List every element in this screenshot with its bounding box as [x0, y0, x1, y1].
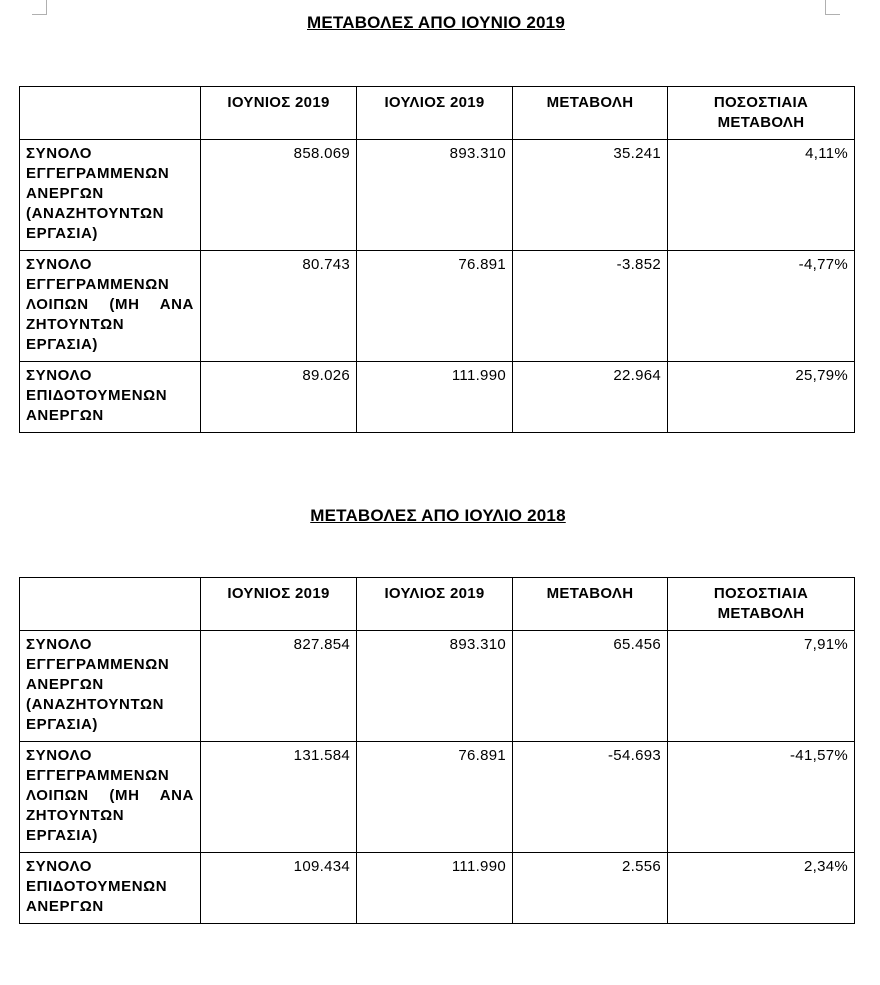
value-percent: -4,77%: [668, 251, 855, 362]
changes-table-july-2018: [19, 577, 855, 924]
value-july: 76.891: [357, 251, 513, 362]
table-header-row: [20, 87, 855, 140]
header-percent-change: ΠΟΣΟΣΤΙΑΙΑ ΜΕΤΑΒΟΛΗ: [668, 578, 855, 631]
value-percent: 7,91%: [668, 631, 855, 742]
header-change: ΜΕΤΑΒΟΛΗ: [513, 578, 668, 631]
value-july: 893.310: [357, 631, 513, 742]
value-change: -3.852: [513, 251, 668, 362]
row-label: ΣΥΝΟΛΟ ΕΠΙΔΟΤΟΥΜΕΝΩΝ ΑΝΕΡΓΩΝ: [20, 362, 201, 433]
row-label: ΣΥΝΟΛΟ ΕΓΓΕΓΡΑΜΜΕΝΩΝ ΛΟΙΠΩΝ (ΜΗ ΑΝΑ ΖΗΤΟΥΝΤΩΝ ΕΡΓΑΣΙΑ): [20, 251, 201, 362]
section-title-june-2019: ΜΕΤΑΒΟΛΕΣ ΑΠΟ ΙΟΥΝΙΟ 2019: [307, 13, 565, 32]
header-empty: [20, 578, 201, 631]
changes-table-june-2019: [19, 86, 855, 433]
value-june: 858.069: [201, 140, 357, 251]
value-change: -54.693: [513, 742, 668, 853]
value-june: 131.584: [201, 742, 357, 853]
header-empty: [20, 87, 201, 140]
value-july: 111.990: [357, 853, 513, 924]
value-july: 893.310: [357, 140, 513, 251]
value-change: 22.964: [513, 362, 668, 433]
row-label: ΣΥΝΟΛΟ ΕΓΓΕΓΡΑΜΜΕΝΩΝ ΑΝΕΡΓΩΝ (ΑΝΑΖΗΤΟΥΝΤΩΝ ΕΡΓΑΣΙΑ): [20, 140, 201, 251]
table-row: [20, 251, 855, 362]
table-row: [20, 742, 855, 853]
header-june-2019: ΙΟΥΝΙΟΣ 2019: [201, 578, 357, 631]
value-percent: 25,79%: [668, 362, 855, 433]
value-june: 827.854: [201, 631, 357, 742]
row-label: ΣΥΝΟΛΟ ΕΓΓΕΓΡΑΜΜΕΝΩΝ ΛΟΙΠΩΝ (ΜΗ ΑΝΑ ΖΗΤΟΥΝΤΩΝ ΕΡΓΑΣΙΑ): [20, 742, 201, 853]
value-percent: -41,57%: [668, 742, 855, 853]
value-change: 2.556: [513, 853, 668, 924]
header-july-2019: ΙΟΥΛΙΟΣ 2019: [357, 578, 513, 631]
row-label: ΣΥΝΟΛΟ ΕΓΓΕΓΡΑΜΜΕΝΩΝ ΑΝΕΡΓΩΝ (ΑΝΑΖΗΤΟΥΝΤΩΝ ΕΡΓΑΣΙΑ): [20, 631, 201, 742]
value-change: 65.456: [513, 631, 668, 742]
value-june: 89.026: [201, 362, 357, 433]
header-percent-change: ΠΟΣΟΣΤΙΑΙΑ ΜΕΤΑΒΟΛΗ: [668, 87, 855, 140]
value-change: 35.241: [513, 140, 668, 251]
table-row: [20, 362, 855, 433]
value-percent: 2,34%: [668, 853, 855, 924]
header-june-2019: ΙΟΥΝΙΟΣ 2019: [201, 87, 357, 140]
value-july: 76.891: [357, 742, 513, 853]
header-july-2019: ΙΟΥΛΙΟΣ 2019: [357, 87, 513, 140]
value-july: 111.990: [357, 362, 513, 433]
table-header-row: [20, 578, 855, 631]
table-row: [20, 853, 855, 924]
section-title-july-2018: ΜΕΤΑΒΟΛΕΣ ΑΠΟ ΙΟΥΛΙΟ 2018: [310, 506, 566, 525]
table-row: [20, 140, 855, 251]
value-june: 109.434: [201, 853, 357, 924]
row-label: ΣΥΝΟΛΟ ΕΠΙΔΟΤΟΥΜΕΝΩΝ ΑΝΕΡΓΩΝ: [20, 853, 201, 924]
value-percent: 4,11%: [668, 140, 855, 251]
table-row: [20, 631, 855, 742]
value-june: 80.743: [201, 251, 357, 362]
header-change: ΜΕΤΑΒΟΛΗ: [513, 87, 668, 140]
